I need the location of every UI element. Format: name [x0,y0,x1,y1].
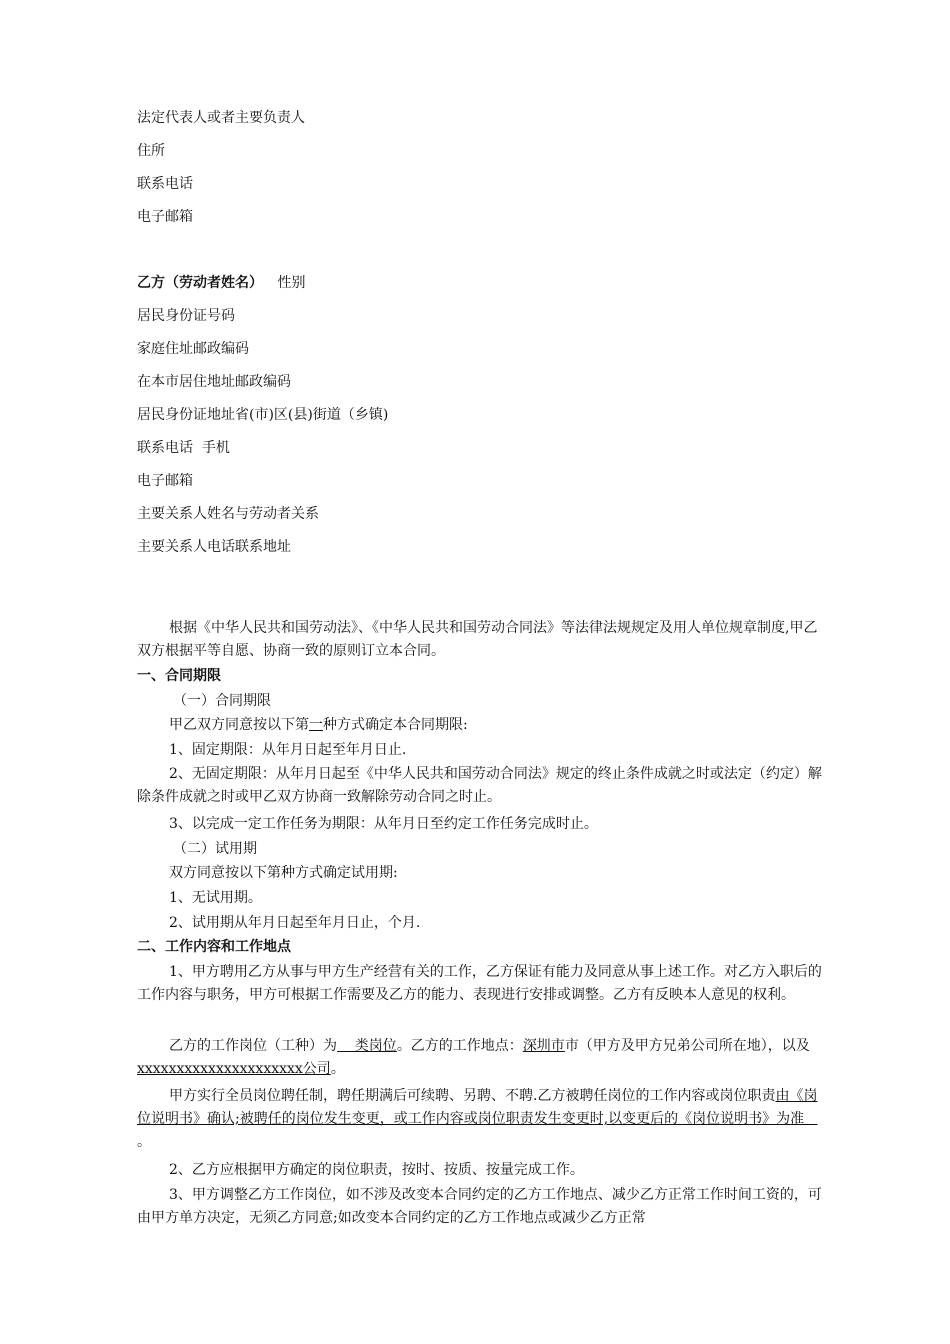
party-b-email-label: 电子邮箱 [137,473,193,489]
job-description-underlined: 由《岗位说明书》确认;被聘任的岗位发生变更，或工作内容或岗位职责发生变更时,以变更后的《岗位说明书》为准 [137,1088,818,1127]
trial-method-line: 双方同意按以下第种方式确定试用期: [169,865,398,881]
party-a-legal-rep-label: 法定代表人或者主要负责人 [137,110,305,126]
party-a-email-label: 电子邮箱 [137,209,193,225]
party-b-contact-phone-label: 主要关系人电话联系地址 [137,539,291,555]
section-1-sub-1: （一）合同期限 [173,693,271,709]
work-post-paragraph [137,1035,823,1081]
party-b-id-label: 居民身份证号码 [137,308,235,324]
party-b-gender-label: 性别 [277,275,306,291]
work-post-blank: 类岗位 [337,1038,397,1054]
trial-period: 2、试用期从年月日起至年月日止，个月. [169,915,421,931]
term-method-line [137,714,823,737]
party-b-heading: 乙方（劳动者姓名） [137,275,263,291]
job-appointment-paragraph [137,1085,823,1154]
company-name-blank: xxxxxxxxxxxxxxxxxxxxx公司 [137,1061,331,1077]
term-task-based: 3、以完成一定工作任务为期限：从年月日至约定工作任务完成时止。 [169,816,598,832]
party-a-phone-label: 联系电话 [137,176,193,192]
work-post-text-d: 。 [330,1061,345,1077]
section-1-title: 一、合同期限 [137,668,221,684]
work-post-text-b: 。乙方的工作地点： [396,1038,523,1054]
work-post-text-c: 市（甲方及甲方兄弟公司所在地），以及 [564,1038,810,1054]
job-appointment-text-b: 。 [137,1134,151,1150]
work-place-blank: 深圳市 [522,1038,565,1054]
party-b-contact-name-label: 主要关系人姓名与劳动者关系 [137,506,319,522]
job-appointment-text-a: 甲方实行全员岗位聘任制，聘任期满后可续聘、另聘、不聘.乙方被聘任岗位的工作内容或岗位职责 [169,1088,776,1104]
work-content-paragraph: 1、甲方聘用乙方从事与甲方生产经营有关的工作，乙方保证有能力及同意从事上述工作。对乙方入职后的工作内容与职务，甲方可根据工作需要及乙方的能力、表现进行安排或调整。乙方有反映本人意见的权利。 [137,964,822,1003]
term-fixed: 1、固定期限：从年月日起至年月日止. [169,742,407,758]
party-b-local-address-label: 在本市居住地址邮政编码 [137,374,291,390]
post-adjustment-paragraph: 3、甲方调整乙方工作岗位，如不涉及改变本合同约定的乙方工作地点、减少乙方正常工作时间工资的，可由甲方单方决定，无须乙方同意;如改变本合同约定的乙方工作地点或减少乙方正常 [137,1187,822,1226]
term-open-ended: 2、无固定期限：从年月日起至《中华人民共和国劳动合同法》规定的终止条件成就之时或法定（约定）解除条件成就之时或甲乙双方协商一致解除劳动合同之时止。 [137,766,822,805]
party-a-address-label: 住所 [137,143,165,159]
section-1-sub-2: （二）试用期 [173,841,257,857]
section-2-title: 二、工作内容和工作地点 [137,939,291,955]
term-method-after: 种方式确定本合同期限: [323,717,468,733]
party-b-home-address-label: 家庭住址邮政编码 [137,341,249,357]
duty-paragraph: 2、乙方应根据甲方确定的岗位职责，按时、按质、按量完成工作。 [169,1162,584,1178]
trial-none: 1、无试用期。 [169,890,262,906]
preamble-paragraph: 根据《中华人民共和国劳动法》、《中华人民共和国劳动合同法》等法律法规规定及用人单位规章制度,甲乙双方根据平等自愿、协商一致的原则订立本合同。 [137,620,818,659]
party-b-heading-line [137,273,305,293]
term-method-blank: 一 [309,717,323,733]
party-b-id-address-label: 居民身份证地址省(市)区(县)街道（乡镇) [137,407,389,423]
work-post-text-a: 乙方的工作岗位（工种）为 [169,1038,337,1054]
party-b-phone-label: 联系电话 手机 [137,440,230,456]
term-method-before: 甲乙双方同意按以下第 [169,717,309,733]
